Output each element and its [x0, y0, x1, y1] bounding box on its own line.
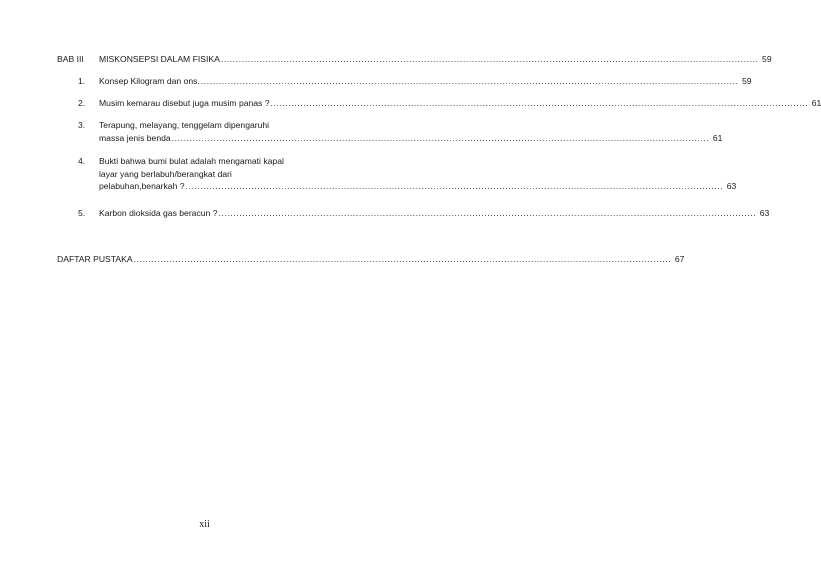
toc-entry	[99, 53, 772, 65]
toc-entry	[99, 207, 770, 219]
toc-item-title-line: Terapung, melayang, tenggelam dipengaruhi	[99, 120, 270, 130]
toc-item-number-cell	[57, 97, 99, 109]
page-number: 59	[742, 76, 752, 86]
page-number: 63	[759, 208, 770, 218]
toc-item	[57, 155, 737, 193]
toc-item-number: 4.	[78, 156, 86, 166]
dot-leader	[201, 75, 739, 87]
toc-item-title-line: massa jenis benda	[99, 132, 171, 143]
toc-item-number: 1.	[78, 76, 86, 86]
toc-item	[57, 207, 770, 219]
bibliography-title: DAFTAR PUSTAKA	[57, 254, 133, 264]
chapter-label: BAB III	[57, 54, 84, 64]
toc-item-number: 2.	[78, 98, 86, 108]
page-number: 63	[726, 181, 737, 191]
toc-item-number: 3.	[78, 120, 86, 130]
toc-item-title-line: pelabuhan,benarkah ?	[99, 181, 185, 191]
toc-item-title-line: Bukti bahwa bumi bulat adalah mengamati kapal	[99, 156, 284, 166]
dot-leader	[221, 53, 759, 65]
page-footer-number: xii	[199, 519, 210, 530]
dot-leader	[271, 97, 809, 109]
toc-item	[57, 97, 821, 109]
page-number: 61	[811, 98, 821, 108]
page-number: 67	[674, 254, 685, 264]
toc-item-title: Musim kemarau disebut juga musim panas ?	[99, 98, 270, 108]
dot-leader	[134, 253, 672, 265]
toc-bibliography-row	[57, 253, 685, 265]
toc-item-title: Karbon dioksida gas beracun ?	[99, 208, 218, 218]
toc-entry	[99, 97, 821, 109]
toc-item	[57, 119, 723, 144]
toc-item-number-cell	[57, 155, 99, 168]
toc-entry	[99, 75, 752, 87]
chapter-title: MISKONSEPSI DALAM FISIKA	[99, 54, 220, 64]
dot-leader	[172, 132, 710, 145]
dot-leader	[218, 207, 756, 219]
dot-leader	[186, 180, 724, 193]
toc-entry	[99, 119, 723, 144]
toc-item-title: Konsep Kilogram dan ons.	[99, 76, 200, 86]
toc-item-title-line: layar yang berlabuh/berangkat dari	[99, 168, 232, 179]
toc-item-number-cell	[57, 75, 99, 87]
toc-entry	[99, 155, 737, 193]
toc-item-number-cell	[57, 207, 99, 219]
toc-item-number: 5.	[78, 208, 86, 218]
page-number: 59	[762, 54, 772, 64]
toc-item-number-cell	[57, 119, 99, 132]
toc-item	[57, 75, 752, 87]
toc-chapter-row	[57, 53, 772, 65]
page-number: 61	[712, 132, 723, 143]
